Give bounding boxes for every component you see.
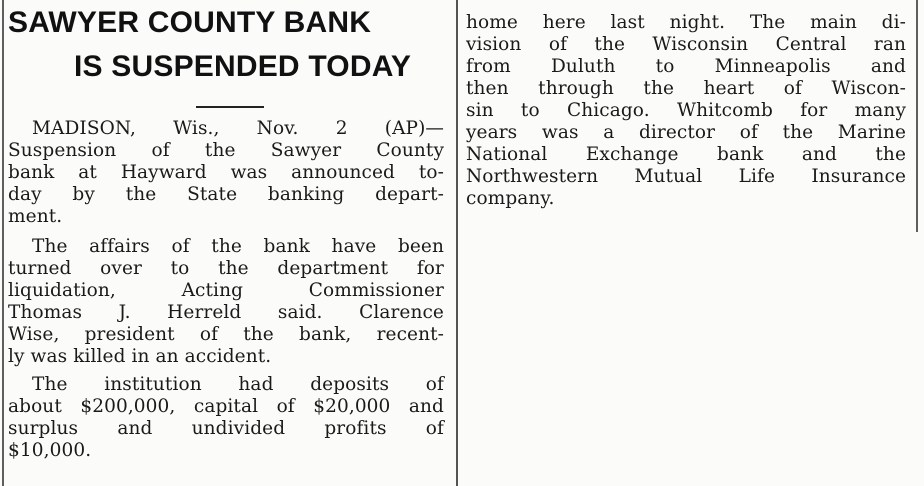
text-line: Wise, president of the bank, recent-: [8, 324, 444, 345]
text-line: Suspension of the Sawyer County: [8, 140, 444, 161]
text-line: about $200,000, capital of $20,000 and: [8, 396, 444, 417]
paragraph-affairs: [8, 236, 444, 368]
text-line: vision of the Wisconsin Central ran: [466, 34, 906, 55]
text-line: then through the heart of Wiscon-: [466, 78, 906, 99]
text-line: bank at Hayward was announced to-: [8, 162, 444, 183]
headline-divider: [196, 106, 264, 108]
text-line: The institution had deposits of: [32, 374, 444, 395]
text-line: sin to Chicago. Whitcomb for many: [466, 100, 906, 121]
column-divider-rule: [456, 0, 458, 486]
right-column-rule: [916, 0, 918, 232]
headline: [8, 4, 444, 86]
text-line: company.: [466, 188, 555, 209]
text-line: MADISON, Wis., Nov. 2 (AP)—: [32, 118, 444, 139]
left-column: [8, 0, 444, 462]
paragraph-dateline: [8, 118, 444, 228]
text-line: from Duluth to Minneapolis and: [466, 56, 906, 77]
paragraph-continued: [466, 12, 906, 210]
text-line: years was a director of the Marine: [466, 122, 906, 143]
headline-line-1: SAWYER COUNTY BANK: [8, 6, 372, 39]
text-line: day by the State banking depart-: [8, 184, 444, 205]
text-line: home here last night. The main di-: [466, 12, 906, 33]
text-line: $10,000.: [8, 440, 92, 461]
text-line: Thomas J. Herreld said. Clarence: [8, 302, 444, 323]
text-line: surplus and undivided profits of: [8, 418, 444, 439]
text-line: ment.: [8, 206, 63, 227]
text-line: turned over to the department for: [8, 258, 444, 279]
text-line: ly was killed in an accident.: [8, 346, 272, 367]
text-line: liquidation, Acting Commissioner: [8, 280, 444, 301]
text-line: Northwestern Mutual Life Insurance: [466, 166, 906, 187]
text-line: The affairs of the bank have been: [32, 236, 444, 257]
left-column-rule: [2, 0, 4, 486]
paragraph-deposits: [8, 374, 444, 462]
text-line: National Exchange bank and the: [466, 144, 906, 165]
headline-line-2: IS SUSPENDED TODAY: [74, 50, 412, 83]
right-column: [466, 0, 906, 210]
